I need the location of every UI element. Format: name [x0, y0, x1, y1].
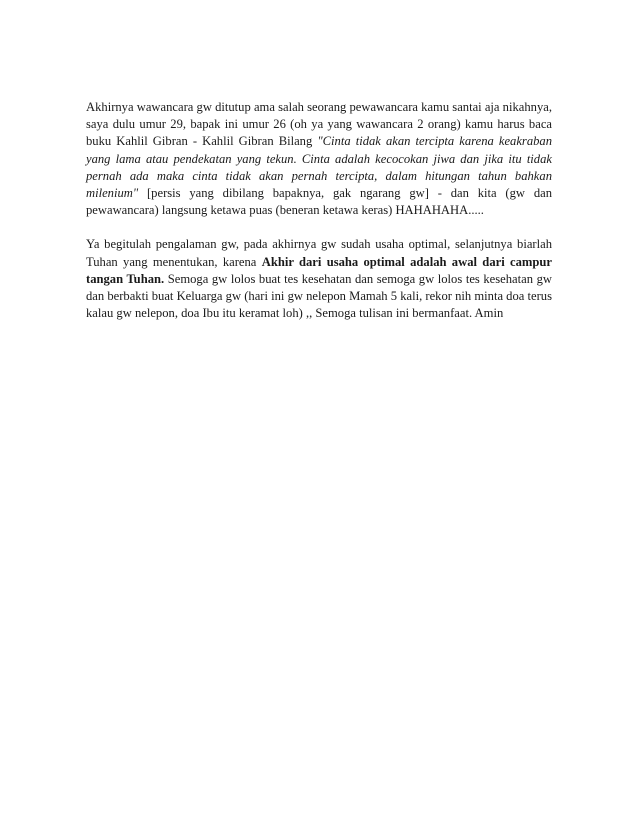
paragraph-1-text-end: [persis yang dibilang bapaknya, gak ngarang gw] - dan kita (gw dan pewawancara) langsung ketawa puas (beneran ketawa keras) HAHAHAHA.....	[86, 186, 552, 218]
bold-quote-effort: Akhir dari usaha optimal adalah awal dari campur tangan Tuhan.	[86, 254, 552, 286]
kahlil-gibran-quote: "Cinta tidak akan tercipta karena keakraban yang lama atau pendekatan yang tekun. Cinta adalah kecocokan jiwa dan jika itu tidak pernah ada maka cinta tidak akan pernah tercipta, dalam hitungan tahun bahkan milenium"	[86, 134, 553, 201]
paragraph-interview-ending	[86, 99, 552, 219]
document-body	[86, 99, 552, 322]
paragraph-1-text-start: Akhirnya wawancara gw ditutup ama salah seorang pewawancara kamu santai aja nikahnya, saya dulu umur 29, bapak ini umur 26 (oh ya yang wawancara 2 orang) kamu harus baca buku Kahlil Gibran - Kahlil Gibran Bilang	[86, 100, 552, 149]
paragraph-2-text-end: Semoga gw lolos buat tes kesehatan dan semoga gw lolos tes kesehatan gw dan berbakti buat Keluarga gw (hari ini gw nelepon Mamah 5 kali, rekor nih minta doa terus kalau gw nelepon, doa Ibu itu keramat loh) ,, Semoga tulisan ini bermanfaat. Amin	[86, 271, 553, 321]
paragraph-closing	[86, 236, 552, 322]
paragraph-2-text-start: Ya begitulah pengalaman gw, pada akhirnya gw sudah usaha optimal, selanjutnya biarlah Tuhan yang menentukan, karena	[86, 237, 552, 269]
